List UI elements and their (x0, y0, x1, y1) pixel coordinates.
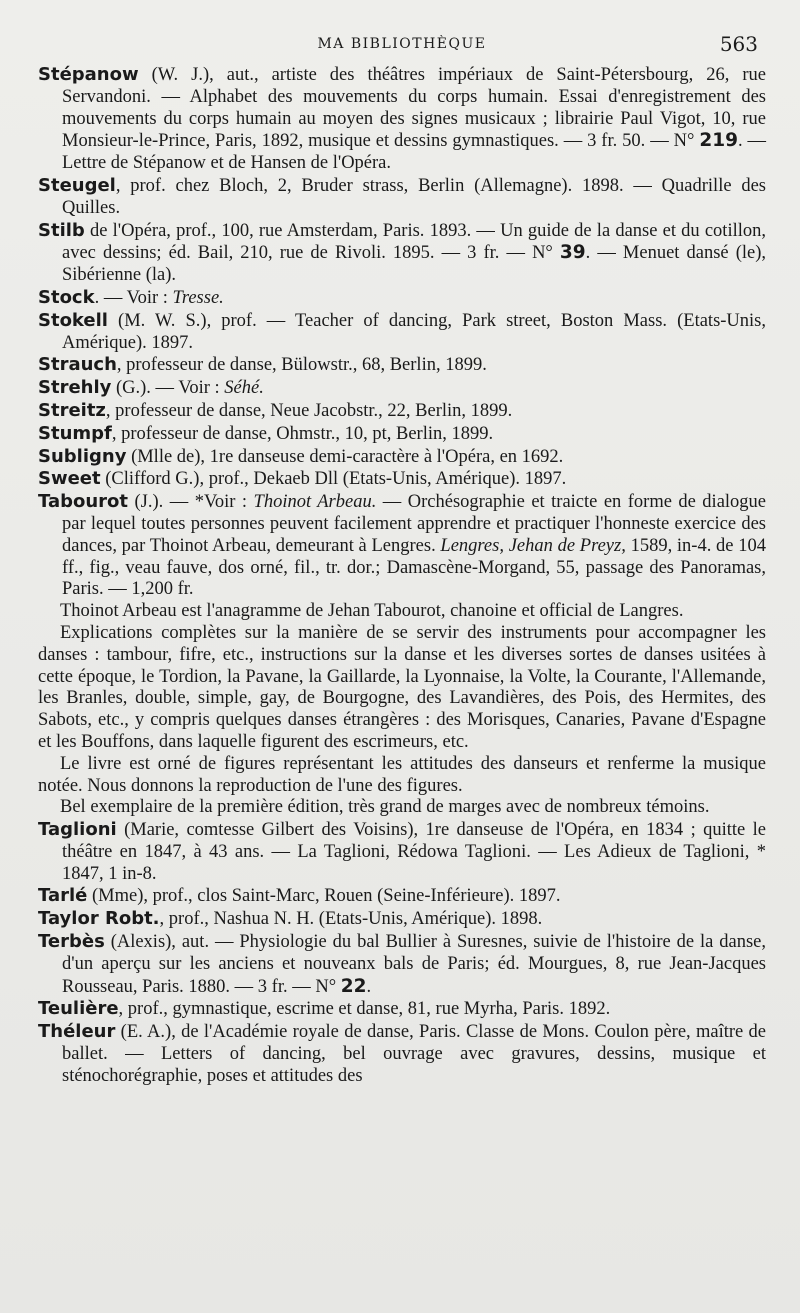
entry-terbes (38, 931, 766, 998)
entry-text: (M. W. S.), prof. — Teacher of dancing, Park street, Boston Mass. (Etats-Unis, Amérique). 1897. (62, 310, 766, 353)
entry-name: Terbès (38, 931, 105, 953)
entry-text-cont: . — Menuet dansé (le), Sibérienne (la). (62, 243, 766, 286)
entry-taylor (38, 908, 766, 931)
entry-name: Stilb (38, 219, 85, 241)
entry-name: Subligny (38, 445, 127, 467)
entry-steugel (38, 175, 766, 220)
tabourot-note-explanations: Explications complètes sur la manière de se servir des instruments pour accompagner les danses : tambour, fifre, etc., instructions sur la danse et les diverses sortes de danses usitées à cette époque, le Tordion, la Pavane, la Gaillarde, la Lyonnaise, la Volte, la Courante, l'Allemande, les Branles, double, simple, gay, de Bourgogne, des Lavandières, des Pois, des Hermites, des Sabots, etc., y compris quelques danses étrangères : des Morisques, Canaries, Pavane d'Espagne et les Bouffons, dans laquelle figurent des escrimeurs, etc. (38, 622, 766, 752)
entry-name: Streitz (38, 399, 106, 421)
entry-name: Taglioni (38, 819, 117, 841)
entry-stepanow (38, 64, 766, 175)
entry-stock (38, 287, 766, 310)
entry-name: Stumpf (38, 422, 112, 444)
entry-text: . — Voir : (94, 287, 173, 308)
entry-text: , prof. chez Bloch, 2, Bruder strass, Berlin (Allemagne). 1898. — Quadrille des Quilles. (62, 175, 766, 218)
running-head: MA BIBLIOTHÈQUE (317, 36, 487, 52)
entry-tabourot (38, 491, 766, 601)
entry-name: Taylor Robt. (38, 908, 160, 930)
entry-see-also: Tresse. (172, 287, 224, 308)
entry-name: Strehly (38, 377, 112, 399)
entry-name: Théleur (38, 1021, 116, 1043)
entry-name: Strauch (38, 354, 117, 376)
entry-name: Teulière (38, 998, 119, 1020)
entry-name: Stock (38, 286, 95, 308)
entry-number: 219 (699, 130, 738, 152)
entry-number: 39 (559, 242, 586, 264)
tabourot-note-figures: Le livre est orné de figures représentant les attitudes des danseurs et renferme la musique notée. Nous donnons la reproduction de l'une des figures. (38, 753, 766, 796)
page-header (38, 30, 766, 64)
entry-imprint: Lengres, Jehan de Preyz, (440, 535, 626, 556)
entry-text: , professeur de danse, Bülowstr., 68, Berlin, 1899. (116, 355, 487, 376)
entry-text: (Mme), prof., clos Saint-Marc, Rouen (Seine-Inférieure). 1897. (87, 886, 561, 907)
entry-text: (J.). — *Voir : (128, 492, 254, 513)
entry-taglioni (38, 819, 766, 885)
entry-theleur (38, 1021, 766, 1087)
entry-text: de l'Opéra, prof., 100, rue Amsterdam, Paris. 1893. — Un guide de la danse et du cotillon, avec dessins; éd. Bail, 210, rue de Rivoli. 1895. — 3 fr. — N° (62, 220, 766, 264)
entry-text-cont: 1589, in-4. de 104 ff., fig., veau fauve, dos orné, fil., tr. dor.; Damascène-Morgand, 55, passage des Panoramas, Paris. — 1,200 fr. (62, 535, 766, 600)
entry-name: Sweet (38, 468, 101, 490)
entry-stilb (38, 220, 766, 287)
page-number: 563 (719, 32, 758, 56)
entry-text: (E. A.), de l'Académie royale de danse, Paris. Classe de Mons. Coulon père, maître de ballet. — Letters of dancing, bel ouvrage avec gravures, dessins, musique et sténochorégraphie, poses et attitudes des (62, 1022, 766, 1086)
entry-name: Steugel (38, 174, 116, 196)
entry-text: (Mlle de), 1re danseuse demi-caractère à l'Opéra, en 1692. (126, 446, 564, 467)
entry-stokell (38, 310, 766, 355)
entry-strauch (38, 354, 766, 377)
entry-name: Stépanow (38, 64, 139, 85)
entry-name: Tarlé (38, 885, 88, 907)
entry-text: , professeur de danse, Neue Jacobstr., 22, Berlin, 1899. (105, 400, 513, 421)
entry-text: (W. J.), aut., artiste des théâtres impériaux de Saint-Pétersbourg, 26, rue Servandoni. — Alphabet des mouvements du corps humain. Essai d'enregistrement des mouvements du corps humain au moyen des signes musicaux ; librairie Paul Vigot, 10, rue Monsieur-le-Prince, Paris, 1892, musique et dessins gymnastiques. — 3 fr. 50. — N° (62, 65, 766, 152)
entry-text: , prof., gymnastique, escrime et danse, 81, rue Myrha, Paris. 1892. (118, 999, 611, 1020)
entry-strehly (38, 377, 766, 400)
entry-streitz (38, 400, 766, 423)
entry-text: , prof., Nashua N. H. (Etats-Unis, Amérique). 1898. (159, 909, 543, 930)
entry-name: Tabourot (38, 491, 129, 513)
entry-text: (Alexis), aut. — Physiologie du bal Bullier à Suresnes, suivie de l'histoire de la danse, d'un aperçu sur les anciens et nouveanx bals de Paris; éd. Mourgues, 8, rue Jean-Jacques Rousseau, Paris. 1880. — 3 fr. — N° (62, 932, 766, 997)
entry-teuliere (38, 998, 766, 1021)
entry-see-also: Thoinot Arbeau. (253, 492, 377, 513)
tabourot-note-anagram: Thoinot Arbeau est l'anagramme de Jehan Tabourot, chanoine et official de Langres. (60, 601, 684, 622)
tabourot-note-copy: Bel exemplaire de la première édition, très grand de marges avec de nombreux témoins. (60, 797, 710, 818)
entry-number: 22 (340, 975, 367, 997)
entry-tarle (38, 885, 766, 908)
entry-text: (Marie, comtesse Gilbert des Voisins), 1re danseuse de l'Opéra, en 1834 ; quitte le théâtre en 1847, à 43 ans. — La Taglioni, Rédowa Taglioni. — Les Adieux de Taglioni, * 1847, 1 in-8. (62, 820, 766, 884)
entry-text-cont: . — Lettre de Stépanow et de Hansen de l'Opéra. (62, 131, 767, 174)
entry-subligny (38, 446, 766, 469)
page-body (38, 64, 766, 1088)
entry-name: Stokell (38, 309, 108, 331)
entry-text-cont: . (366, 976, 372, 997)
entry-text: (Clifford G.), prof., Dekaeb Dll (Etats-Unis, Amérique). 1897. (100, 469, 567, 490)
entry-text: , professeur de danse, Ohmstr., 10, pt, Berlin, 1899. (111, 423, 494, 444)
entry-see-also: Séhé. (224, 378, 264, 399)
entry-stumpf (38, 423, 766, 446)
entry-text: (G.). — Voir : (111, 378, 225, 399)
entry-sweet (38, 468, 766, 491)
entry-text-cont: — Orchésographie et traicte en forme de dialogue par lequel toutes personnes peuvent facilement apprendre et practiquer l'honneste exercice des dances, par Thoinot Arbeau, demeurant à Lengres. (62, 492, 767, 556)
